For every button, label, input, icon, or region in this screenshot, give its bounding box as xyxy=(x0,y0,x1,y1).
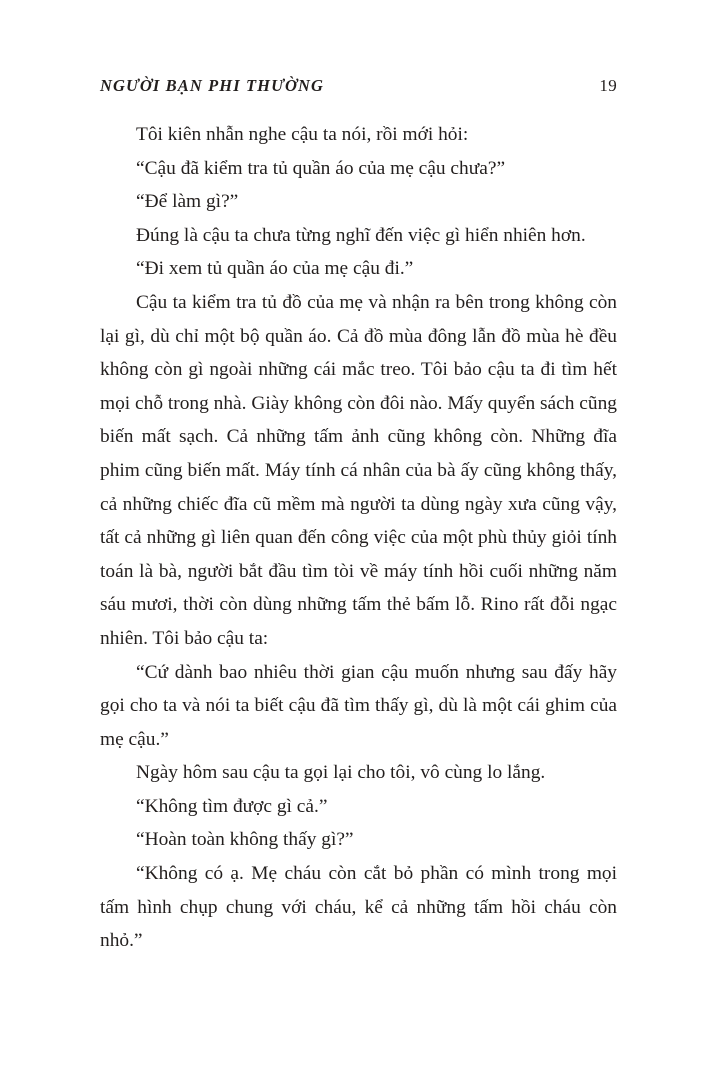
paragraph: “Cậu đã kiểm tra tủ quần áo của mẹ cậu chưa?” xyxy=(136,157,506,179)
paragraph: Ngày hôm sau cậu ta gọi lại cho tôi, vô cùng lo lắng. xyxy=(136,762,546,784)
paragraph: “Không tìm được gì cả.” xyxy=(136,795,328,817)
paragraph: “Đi xem tủ quần áo của mẹ cậu đi.” xyxy=(136,258,414,280)
paragraph: Tôi kiên nhẫn nghe cậu ta nói, rồi mới hỏi: xyxy=(136,124,469,145)
running-head xyxy=(100,76,617,96)
paragraph: “Cứ dành bao nhiêu thời gian cậu muốn nhưng sau đấy hãy gọi cho ta và nói ta biết cậu đã tìm thấy gì, dù là một cái ghim của mẹ cậu.” xyxy=(100,661,617,750)
paragraph: “Để làm gì?” xyxy=(136,191,239,213)
paragraph: Đúng là cậu ta chưa từng nghĩ đến việc gì hiển nhiên hơn. xyxy=(136,224,586,246)
paragraph: “Hoàn toàn không thấy gì?” xyxy=(136,829,354,851)
page-content xyxy=(100,76,617,958)
page-number: 19 xyxy=(599,76,617,95)
paragraph: Cậu ta kiểm tra tủ đồ của mẹ và nhận ra bên trong không còn lại gì, dù chỉ một bộ quần áo. Cả đồ mùa đông lẫn đồ mùa hè đều không còn gì ngoài những cái mắc treo. Tôi bảo cậu ta đi tìm hết mọi chỗ trong nhà. Giày không còn đôi nào. Mấy quyển sách cũng biến mất sạch. Cả những tấm ảnh cũng không còn. Những đĩa phim cũng biến mất. Máy tính cá nhân của bà ấy cũng không thấy, cả những chiếc đĩa cũ mềm mà người ta dùng ngày xưa cũng vậy, tất cả những gì liên quan đến công việc của một phù thủy giỏi tính toán là bà, người bắt đầu tìm tòi về máy tính hồi cuối những năm sáu mươi, thời còn dùng những tấm thẻ bấm lỗ. Rino rất đỗi ngạc nhiên. Tôi bảo cậu ta: xyxy=(100,291,617,649)
running-head-title: NGƯỜI BẠN PHI THƯỜNG xyxy=(100,76,325,95)
paragraph: “Không có ạ. Mẹ cháu còn cắt bỏ phần có mình trong mọi tấm hình chụp chung với cháu, kể cả những tấm hồi cháu còn nhỏ.” xyxy=(100,863,617,952)
body-text xyxy=(100,118,617,958)
